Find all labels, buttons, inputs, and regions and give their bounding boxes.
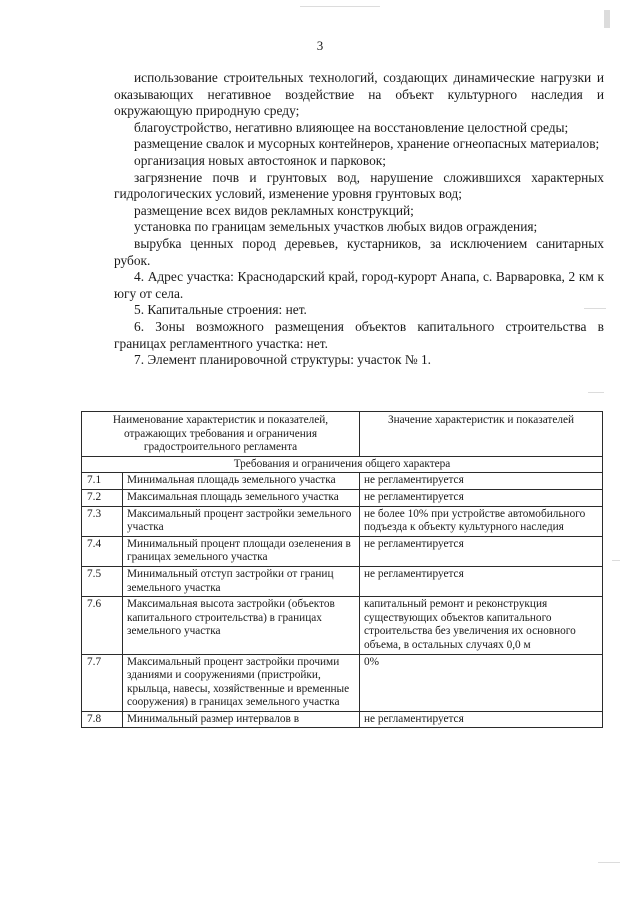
scan-artifact: [584, 308, 606, 309]
row-number: 7.3: [82, 506, 123, 536]
table-section-row: [82, 456, 603, 473]
table-row: [82, 489, 603, 506]
row-name: Максимальный процент застройки земельного участка: [123, 506, 360, 536]
header-values: Значение характеристик и показателей: [360, 412, 603, 457]
body-text: [114, 70, 604, 369]
row-name: Максимальный процент застройки прочими зданиями и сооружениями (пристройки, крыльца, навесы, хозяйственные и временные сооружения) в границах земельного участка: [123, 654, 360, 711]
regulations-table: [81, 411, 603, 728]
paragraph: организация новых автостоянок и парковок;: [134, 152, 387, 168]
paragraph-element: 7. Элемент планировочной структуры: участок № 1.: [134, 352, 432, 368]
table-row: [82, 473, 603, 490]
table-row: [82, 711, 603, 728]
scan-artifact: [300, 6, 380, 7]
paragraph: размещение всех видов рекламных конструкций;: [134, 202, 414, 218]
scan-artifact: [588, 392, 604, 393]
table-row: [82, 506, 603, 536]
row-number: 7.6: [82, 597, 123, 654]
scan-artifact: [612, 560, 620, 561]
row-value: 0%: [360, 654, 603, 711]
table-row: [82, 654, 603, 711]
paragraph: благоустройство, негативно влияющее на восстановление целостной среды;: [134, 119, 569, 135]
paragraph: загрязнение почв и грунтовых вод, нарушение сложившихся характерных гидрологических условий, изменение уровня грунтовых вод;: [114, 169, 604, 202]
row-name: Минимальный отступ застройки от границ земельного участка: [123, 566, 360, 596]
paragraph-zones: 6. Зоны возможного размещения объектов капитального строительства в границах регламентного участка: нет.: [114, 318, 604, 351]
header-characteristics: Наименование характеристик и показателей, отражающих требования и ограничения градостроительного регламента: [82, 412, 360, 457]
paragraph: вырубка ценных пород деревьев, кустарников, за исключением санитарных рубок.: [114, 235, 604, 268]
section-title: Требования и ограничения общего характера: [82, 456, 603, 473]
scan-artifact: [604, 10, 610, 28]
row-name: Минимальный размер интервалов в: [123, 711, 360, 728]
row-value: не регламентируется: [360, 566, 603, 596]
row-name: Минимальный процент площади озеленения в границах земельного участка: [123, 536, 360, 566]
row-value: не регламентируется: [360, 711, 603, 728]
row-number: 7.2: [82, 489, 123, 506]
table-row: [82, 597, 603, 654]
paragraph-buildings: 5. Капитальные строения: нет.: [134, 302, 307, 318]
paragraph: размещение свалок и мусорных контейнеров, хранение огнеопасных материалов;: [134, 136, 600, 152]
paragraph: использование строительных технологий, создающих динамические нагрузки и оказывающих негативное воздействие на объект культурного наследия и окружающую природную среду;: [114, 70, 604, 119]
scan-artifact: [598, 862, 620, 863]
table-header-row: [82, 412, 603, 457]
row-value: не регламентируется: [360, 473, 603, 490]
row-number: 7.1: [82, 473, 123, 490]
row-value: не более 10% при устройстве автомобильного подъезда к объекту культурного наследия: [360, 506, 603, 536]
table-row: [82, 566, 603, 596]
paragraph: установка по границам земельных участков любых видов ограждения;: [134, 219, 538, 235]
row-name: Минимальная площадь земельного участка: [123, 473, 360, 490]
table-row: [82, 536, 603, 566]
row-number: 7.5: [82, 566, 123, 596]
row-number: 7.7: [82, 654, 123, 711]
row-number: 7.4: [82, 536, 123, 566]
row-value: капитальный ремонт и реконструкция существующих объектов капитального строительства без увеличения их основного объема, в остальных случаях 0,0 м: [360, 597, 603, 654]
row-value: не регламентируется: [360, 536, 603, 566]
row-number: 7.8: [82, 711, 123, 728]
paragraph-address: 4. Адрес участка: Краснодарский край, город-курорт Анапа, с. Варваровка, 2 км к югу от села.: [114, 269, 604, 301]
page-number: 3: [316, 38, 324, 53]
row-name: Максимальная высота застройки (объектов капитального строительства) в границах земельного участка: [123, 597, 360, 654]
row-name: Максимальная площадь земельного участка: [123, 489, 360, 506]
row-value: не регламентируется: [360, 489, 603, 506]
